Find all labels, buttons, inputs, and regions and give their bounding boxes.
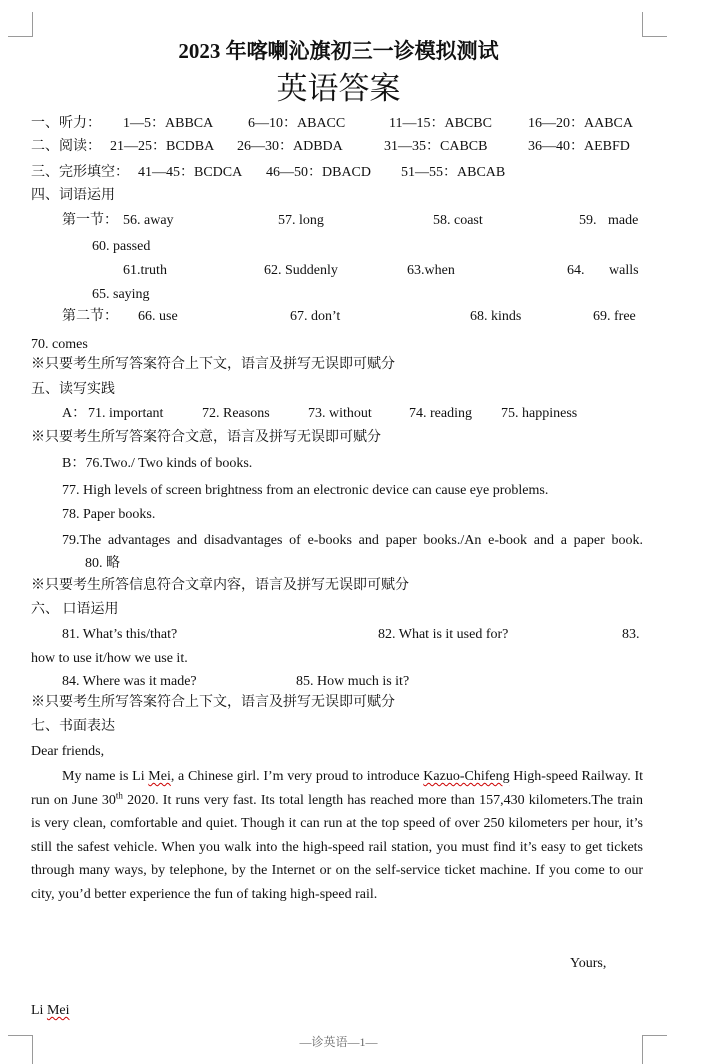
section1-label: 第一节： <box>62 213 118 228</box>
answer-76: B：76.Two./ Two kinds of books. <box>62 456 253 471</box>
answer-80: 80. 略 <box>85 556 120 571</box>
letter-signature: Li Mei <box>31 1003 70 1018</box>
answer-85: 85. How much is it? <box>296 674 410 689</box>
answer-65: 65. saying <box>92 287 150 302</box>
crop-mark-top-right <box>642 12 667 37</box>
answer-64-number: 64. <box>567 263 585 278</box>
answer-84: 84. Where was it made? <box>62 674 197 689</box>
answer-11-15: 11—15：ABCBC <box>389 116 492 131</box>
answer-key-title: 英语答案 <box>276 71 401 106</box>
section2-label: 第二节： <box>62 309 118 324</box>
answer-46-50: 46—50：DBACD <box>266 165 372 180</box>
part2-label: 二、阅读： <box>31 139 101 154</box>
answer-77: 77. High levels of screen brightness from an electronic device can cause eye problems. <box>62 483 549 498</box>
superscript: th <box>115 789 123 800</box>
answer-83-number: 83. <box>622 627 640 642</box>
answer-58: 58. coast <box>433 213 483 228</box>
part6-label: 六、 口语运用 <box>31 602 119 617</box>
part4-section1-row3 <box>31 262 651 280</box>
spellcheck-underlined-word: Mei <box>46 1003 70 1018</box>
answer-61: 61.truth <box>123 263 167 278</box>
section-a-label: A： <box>62 406 87 421</box>
part1-label: 一、听力： <box>31 116 101 131</box>
answer-78: 78. Paper books. <box>62 507 156 522</box>
answer-73: 73. without <box>308 406 372 421</box>
crop-mark-top-left <box>8 12 33 37</box>
answer-60: 60. passed <box>92 239 151 254</box>
scoring-note: ※只要考生所写答案符合上下文，语言及拼写无误即可赋分 <box>31 695 395 710</box>
answer-68: 68. kinds <box>470 309 522 324</box>
answer-62: 62. Suddenly <box>264 263 338 278</box>
answer-72: 72. Reasons <box>202 406 270 421</box>
spellcheck-underlined-word: Mei <box>148 769 171 784</box>
scoring-note: ※只要考生所写答案符合上下文，语言及拼写无误即可赋分 <box>31 357 395 372</box>
part6-row2 <box>31 673 643 691</box>
answer-59-word: made <box>608 213 639 228</box>
exam-title: 2023 年喀喇沁旗初三一诊模拟测试 <box>178 39 499 63</box>
answer-6-10: 6—10：ABACC <box>248 116 346 131</box>
part1-listening-row <box>31 115 651 133</box>
model-essay: My name is Li Mei, a Chinese girl. I’m very proud to introduce Kazuo-Chifeng High-speed Railway. It run on June 30th 2020. It runs very fast. Its total length has reached more than 157,430 kilometers.The train is very clean, comfortable and quiet. Though it can run at the top speed of over 250 kilometers per hour, it’s still the safest vehicle. When you walk into the high-speed rail station, you must find it’s easy to get tickets through many ways, by telephone, by the Internet or on the self-service ticket machine. If you come to our city, you’d better experience the fun of taking high-speed rail. <box>31 769 643 902</box>
answer-59-number: 59. <box>579 213 597 228</box>
scoring-note: ※只要考生所写答案符合文意，语言及拼写无误即可赋分 <box>31 430 381 445</box>
part3-label: 三、完形填空： <box>31 165 129 180</box>
part3-cloze-row <box>31 164 651 182</box>
answer-75: 75. happiness <box>501 406 578 421</box>
answer-56: 56. away <box>123 213 174 228</box>
answer-41-45: 41—45：BCDCA <box>138 165 243 180</box>
answer-66: 66. use <box>138 309 178 324</box>
part4-section1-row1 <box>31 212 651 230</box>
letter-greeting: Dear friends, <box>31 744 105 759</box>
answer-70: 70. comes <box>31 337 88 352</box>
letter-closing: Yours, <box>570 956 607 971</box>
answer-67: 67. don’t <box>290 309 341 324</box>
scoring-note: ※只要考生所答信息符合文章内容，语言及拼写无误即可赋分 <box>31 578 409 593</box>
part4-section2-row <box>31 308 651 326</box>
answer-82: 82. What is it used for? <box>378 627 509 642</box>
part7-label: 七、书面表达 <box>31 719 115 734</box>
part5-a-row <box>31 405 651 423</box>
answer-51-55: 51—55：ABCAB <box>401 165 506 180</box>
part6-row1 <box>31 626 643 644</box>
answer-79: 79.The advantages and disadvantages of e-books and paper books./An e-book and a paper book. <box>62 533 643 548</box>
part5-label: 五、读写实践 <box>31 382 115 397</box>
answer-71: 71. important <box>88 406 164 421</box>
answer-26-30: 26—30：ADBDA <box>237 139 343 154</box>
answer-74: 74. reading <box>409 406 472 421</box>
answer-57: 57. long <box>278 213 324 228</box>
answer-69: 69. free <box>593 309 636 324</box>
part4-label: 四、词语运用 <box>31 188 115 203</box>
answer-83: how to use it/how we use it. <box>31 651 188 666</box>
answer-36-40: 36—40：AEBFD <box>528 139 630 154</box>
answer-63: 63.when <box>407 263 455 278</box>
spellcheck-underlined-word: Kazuo-Chifeng <box>423 769 510 784</box>
answer-21-25: 21—25：BCDBA <box>110 139 215 154</box>
answer-1-5: 1—5：ABBCA <box>123 116 214 131</box>
part2-reading-row <box>31 138 651 156</box>
answer-64-word: walls <box>609 263 639 278</box>
answer-79-80-paragraph <box>31 529 643 575</box>
page-footer: —诊英语—1— <box>299 1035 378 1049</box>
answer-31-35: 31—35：CABCB <box>384 139 488 154</box>
answer-16-20: 16—20：AABCA <box>528 116 634 131</box>
answer-81: 81. What’s this/that? <box>62 627 178 642</box>
